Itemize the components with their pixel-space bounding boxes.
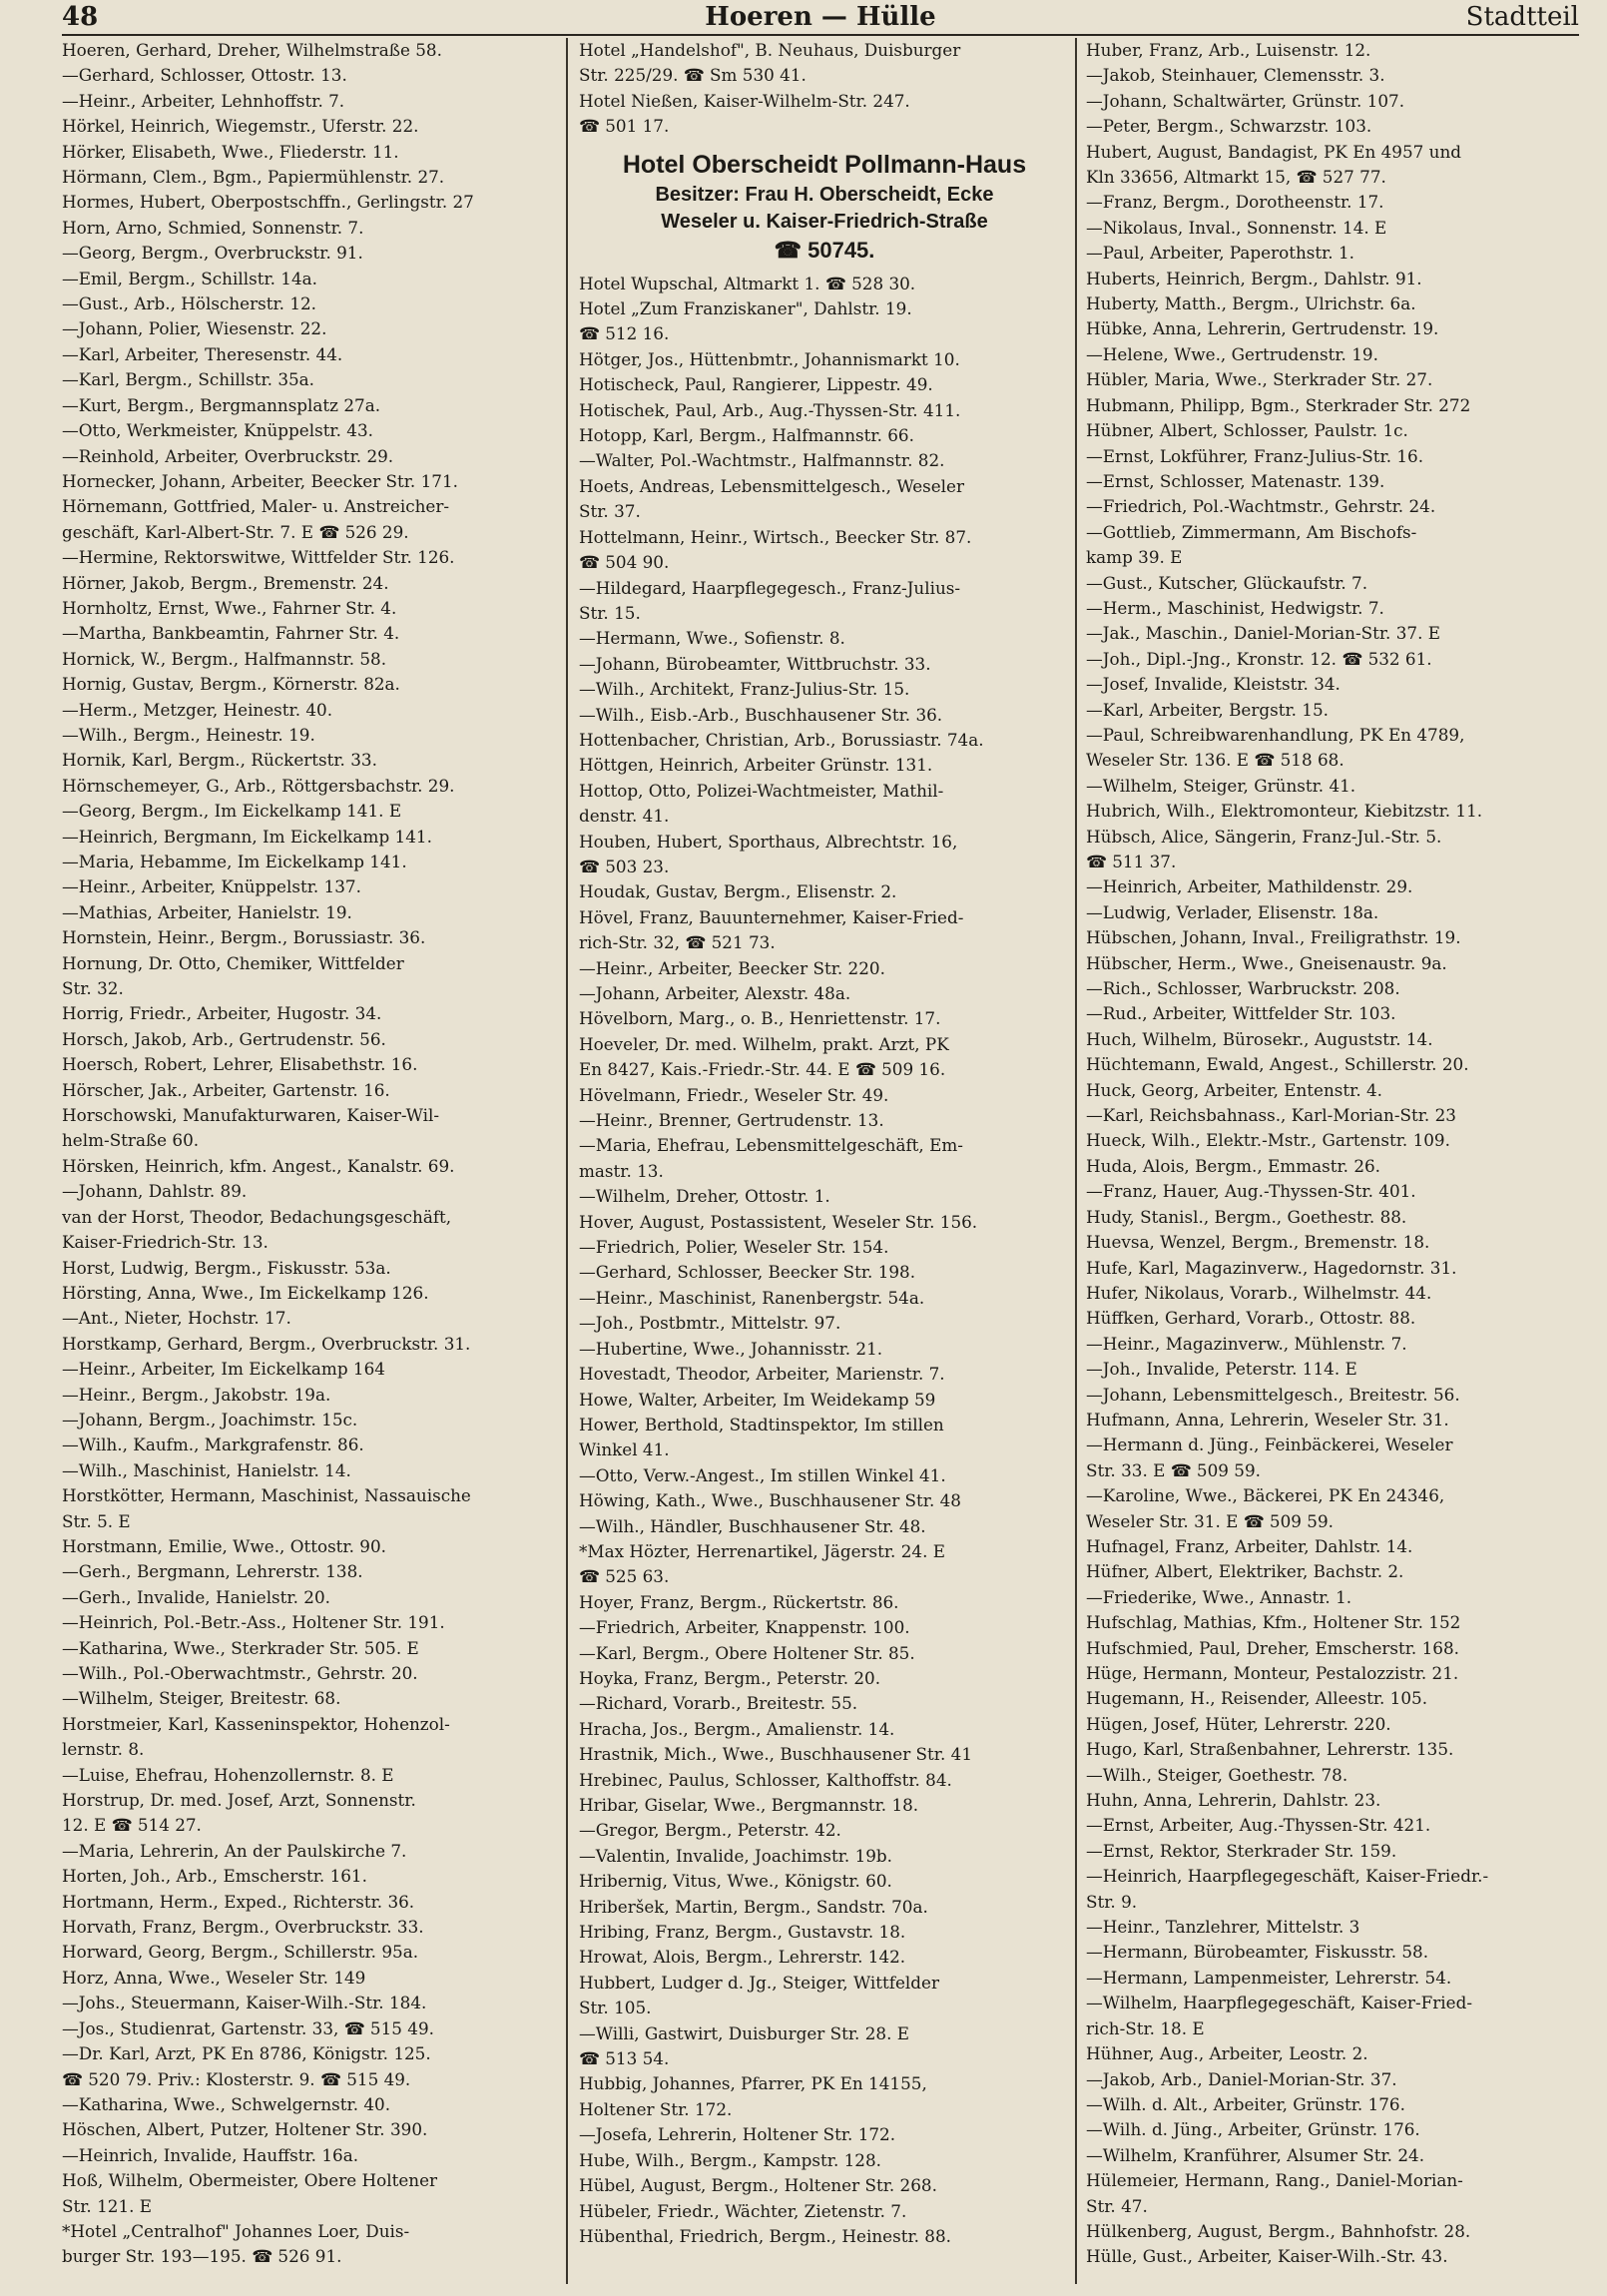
directory-entry: Hörsken, Heinrich, kfm. Angest., Kanalstr. 69. bbox=[62, 1155, 455, 1176]
middle-top-entries bbox=[579, 38, 1070, 140]
directory-entry: —Rud., Arbeiter, Wittfelder Str. 103. bbox=[1086, 1003, 1396, 1024]
directory-entry: —Heinrich, Invalide, Hauffstr. 16a. bbox=[62, 2144, 359, 2165]
ad-phone: ☎ 50745. bbox=[774, 237, 875, 263]
directory-entry: Hottop, Otto, Polizei-Wachtmeister, Mathil- bbox=[579, 780, 944, 801]
directory-entry: Hüchtemann, Ewald, Angest., Schillerstr. 20. bbox=[1086, 1054, 1469, 1075]
directory-entry: —Johann, Schaltwärter, Grünstr. 107. bbox=[1086, 90, 1405, 111]
directory-entry: —Hermine, Rektorswitwe, Wittfelder Str. 126. bbox=[62, 547, 455, 568]
directory-entry: Howe, Walter, Arbeiter, Im Weidekamp 59 bbox=[579, 1389, 936, 1410]
directory-entry: rich-Str. 32, ☎ 521 73. bbox=[579, 932, 776, 953]
directory-entry: —Friederike, Wwe., Annastr. 1. bbox=[1086, 1586, 1352, 1607]
middle-entries bbox=[579, 272, 1070, 2250]
directory-entry: Str. 225/29. ☎ Sm 530 41. bbox=[579, 65, 806, 86]
directory-entry: Hrastnik, Mich., Wwe., Buschhausener Str. 41 bbox=[579, 1744, 972, 1765]
directory-entry: —Johann, Dahlstr. 89. bbox=[62, 1181, 248, 1202]
directory-entry: Hügen, Josef, Hüter, Lehrerstr. 220. bbox=[1086, 1713, 1391, 1734]
directory-entry: —Wilhelm, Kranführer, Alsumer Str. 24. bbox=[1086, 2144, 1425, 2165]
directory-entry: —Rich., Schlosser, Warbruckstr. 208. bbox=[1086, 978, 1400, 999]
directory-entry: —Gottlieb, Zimmermann, Am Bischofs- bbox=[1086, 521, 1417, 542]
directory-entry: —Karl, Reichsbahnass., Karl-Morian-Str. 23 bbox=[1086, 1105, 1456, 1126]
directory-entry: Horvath, Franz, Bergm., Overbruckstr. 33. bbox=[62, 1917, 424, 1938]
directory-entry: Horstmeier, Karl, Kasseninspektor, Hohenzol- bbox=[62, 1713, 450, 1734]
directory-entry: Hübschen, Johann, Inval., Freiligrathstr. 19. bbox=[1086, 927, 1461, 948]
directory-entry: Hotel Nießen, Kaiser-Wilhelm-Str. 247. bbox=[579, 90, 910, 111]
directory-entry: —Paul, Arbeiter, Paperothstr. 1. bbox=[1086, 243, 1354, 264]
directory-entry: Hörnschemeyer, G., Arb., Röttgersbachstr. 29. bbox=[62, 775, 455, 796]
column-middle bbox=[579, 38, 1070, 2284]
directory-entry: —Wilh., Pol.-Oberwachtmstr., Gehrstr. 20. bbox=[62, 1663, 418, 1683]
column-divider bbox=[566, 38, 568, 2284]
directory-entry: —Heinr., Tanzlehrer, Mittelstr. 3 bbox=[1086, 1917, 1360, 1938]
directory-entry: —Wilhelm, Dreher, Ottostr. 1. bbox=[579, 1186, 830, 1207]
directory-entry: —Joh., Postbmtr., Mittelstr. 97. bbox=[579, 1313, 841, 1334]
directory-entry: —Ernst, Lokführer, Franz-Julius-Str. 16. bbox=[1086, 445, 1424, 466]
directory-entry: —Karl, Arbeiter, Bergstr. 15. bbox=[1086, 699, 1329, 720]
directory-entry: Höschen, Albert, Putzer, Holtener Str. 390. bbox=[62, 2119, 428, 2140]
directory-entry: Hornung, Dr. Otto, Chemiker, Wittfelder bbox=[62, 952, 404, 973]
directory-entry: Hülle, Gust., Arbeiter, Kaiser-Wilh.-Str. 43. bbox=[1086, 2246, 1448, 2267]
directory-entry: —Ant., Nieter, Hochstr. 17. bbox=[62, 1308, 291, 1329]
directory-entry: —Heinr., Arbeiter, Knüppelstr. 137. bbox=[62, 876, 361, 897]
directory-entry: —Johann, Arbeiter, Alexstr. 48a. bbox=[579, 983, 851, 1003]
directory-entry: —Johs., Steuermann, Kaiser-Wilh.-Str. 184. bbox=[62, 1993, 427, 2013]
directory-entry: Hribing, Franz, Bergm., Gustavstr. 18. bbox=[579, 1922, 906, 1943]
directory-entry: Hufschmied, Paul, Dreher, Emscherstr. 168. bbox=[1086, 1637, 1459, 1658]
directory-entry: Hotischeck, Paul, Rangierer, Lippestr. 49. bbox=[579, 374, 933, 395]
directory-entry: Hottelmann, Heinr., Wirtsch., Beecker Str. 87. bbox=[579, 526, 972, 547]
directory-entry: Hornig, Gustav, Bergm., Körnerstr. 82a. bbox=[62, 674, 400, 695]
directory-entry: Weseler Str. 31. E ☎ 509 59. bbox=[1086, 1510, 1334, 1531]
directory-entry: ☎ 525 63. bbox=[579, 1566, 670, 1587]
directory-entry: Horsch, Jakob, Arb., Gertrudenstr. 56. bbox=[62, 1028, 386, 1049]
directory-entry: —Johann, Polier, Wiesenstr. 22. bbox=[62, 318, 327, 339]
directory-entry: —Heinr., Bergm., Jakobstr. 19a. bbox=[62, 1384, 331, 1405]
directory-entry: —Luise, Ehefrau, Hohenzollernstr. 8. E bbox=[62, 1764, 394, 1785]
directory-entry: ☎ 513 54. bbox=[579, 2048, 670, 2069]
directory-entry: Hoeren, Gerhard, Dreher, Wilhelmstraße 58. bbox=[62, 40, 442, 60]
directory-entry: —Karoline, Wwe., Bäckerei, PK En 24346, bbox=[1086, 1485, 1445, 1506]
directory-entry: —Gust., Arb., Hölscherstr. 12. bbox=[62, 293, 317, 314]
directory-entry: —Gerh., Invalide, Hanielstr. 20. bbox=[62, 1586, 330, 1607]
directory-entry: —Heinr., Arbeiter, Lehnhoffstr. 7. bbox=[62, 90, 345, 111]
directory-entry: Hoets, Andreas, Lebensmittelgesch., Weseler bbox=[579, 475, 965, 496]
directory-entry: Horrig, Friedr., Arbeiter, Hugostr. 34. bbox=[62, 1003, 382, 1024]
directory-entry: Hübenthal, Friedrich, Bergm., Heinestr. 88. bbox=[579, 2225, 951, 2246]
directory-entry: —Wilh., Kaufm., Markgrafenstr. 86. bbox=[62, 1435, 364, 1455]
directory-entry: Höttgen, Heinrich, Arbeiter Grünstr. 131. bbox=[579, 755, 933, 776]
directory-entry: Hugemann, H., Reisender, Alleestr. 105. bbox=[1086, 1688, 1428, 1709]
directory-entry: Horschowski, Manufakturwaren, Kaiser-Wil- bbox=[62, 1105, 440, 1126]
directory-entry: —Josefa, Lehrerin, Holtener Str. 172. bbox=[579, 2124, 896, 2145]
directory-entry: Hotel Wupschal, Altmarkt 1. ☎ 528 30. bbox=[579, 273, 916, 293]
directory-entry: Hörnemann, Gottfried, Maler- u. Anstreicher- bbox=[62, 496, 450, 517]
directory-entry: Hubbig, Johannes, Pfarrer, PK En 14155, bbox=[579, 2073, 927, 2094]
directory-entry: Hrowat, Alois, Bergm., Lehrerstr. 142. bbox=[579, 1947, 906, 1968]
directory-entry: —Wilh., Architekt, Franz-Julius-Str. 15. bbox=[579, 679, 910, 700]
directory-entry: —Katharina, Wwe., Schwelgernstr. 40. bbox=[62, 2093, 391, 2114]
directory-entry: Str. 32. bbox=[62, 978, 124, 999]
directory-entry: —Wilh., Bergm., Heinestr. 19. bbox=[62, 724, 315, 745]
directory-entry: —Richard, Vorarb., Breitestr. 55. bbox=[579, 1693, 858, 1714]
directory-entry: Hufnagel, Franz, Arbeiter, Dahlstr. 14. bbox=[1086, 1535, 1413, 1556]
directory-entry: denstr. 41. bbox=[579, 806, 670, 827]
directory-entry: Hülemeier, Hermann, Rang., Daniel-Morian- bbox=[1086, 2170, 1463, 2191]
directory-entry: —Valentin, Invalide, Joachimstr. 19b. bbox=[579, 1845, 893, 1866]
directory-entry: Hornecker, Johann, Arbeiter, Beecker Str. 171. bbox=[62, 470, 458, 491]
directory-entry: Hövelborn, Marg., o. B., Henriettenstr. 17. bbox=[579, 1008, 941, 1029]
directory-entry: Hornik, Karl, Bergm., Rückertstr. 33. bbox=[62, 750, 377, 771]
directory-entry: Hübeler, Friedr., Wächter, Zietenstr. 7. bbox=[579, 2200, 907, 2221]
ad-owner-line-2: Weseler u. Kaiser-Friedrich-Straße bbox=[661, 210, 988, 233]
directory-entry: kamp 39. E bbox=[1086, 547, 1183, 568]
directory-entry: Houben, Hubert, Sporthaus, Albrechtstr. 16, bbox=[579, 831, 958, 852]
directory-entry: —Hubertine, Wwe., Johannisstr. 21. bbox=[579, 1338, 883, 1359]
directory-entry: ☎ 501 17. bbox=[579, 116, 670, 137]
directory-entry: Horz, Anna, Wwe., Weseler Str. 149 bbox=[62, 1967, 366, 1988]
directory-entry: Huber, Franz, Arb., Luisenstr. 12. bbox=[1086, 40, 1371, 60]
directory-entry: Huch, Wilhelm, Bürosekr., Auguststr. 14. bbox=[1086, 1028, 1433, 1049]
directory-entry: ☎ 504 90. bbox=[579, 552, 670, 573]
directory-entry: Horstkamp, Gerhard, Bergm., Overbruckstr. 31. bbox=[62, 1333, 471, 1354]
directory-entry: Hubrich, Wilh., Elektromonteur, Kiebitzstr. 11. bbox=[1086, 801, 1483, 822]
directory-entry: Hotel „Handelshof", B. Neuhaus, Duisburger bbox=[579, 40, 961, 60]
directory-entry: Horstmann, Emilie, Wwe., Ottostr. 90. bbox=[62, 1535, 386, 1556]
directory-entry: —Georg, Bergm., Im Eickelkamp 141. E bbox=[62, 801, 402, 822]
directory-entry: Huberts, Heinrich, Bergm., Dahlstr. 91. bbox=[1086, 268, 1422, 288]
directory-entry: *Hotel „Centralhof" Johannes Loer, Duis- bbox=[62, 2220, 410, 2241]
directory-entry: Horst, Ludwig, Bergm., Fiskusstr. 53a. bbox=[62, 1257, 391, 1278]
page-title: Hoeren — Hülle bbox=[705, 2, 936, 32]
directory-entry: Str. 15. bbox=[579, 602, 641, 623]
directory-entry: ☎ 511 37. bbox=[1086, 852, 1177, 871]
directory-entry: —Otto, Werkmeister, Knüppelstr. 43. bbox=[62, 420, 373, 441]
directory-entry: —Hermann d. Jüng., Feinbäckerei, Weseler bbox=[1086, 1435, 1453, 1455]
directory-entry: Hornholtz, Ernst, Wwe., Fahrner Str. 4. bbox=[62, 597, 397, 618]
directory-entry: —Friedrich, Arbeiter, Knappenstr. 100. bbox=[579, 1617, 910, 1638]
directory-entry: Hüffken, Gerhard, Vorarb., Ottostr. 88. bbox=[1086, 1308, 1416, 1329]
directory-entry: Hoyer, Franz, Bergm., Rückertstr. 86. bbox=[579, 1591, 899, 1612]
directory-entry: Hubbert, Ludger d. Jg., Steiger, Wittfelder bbox=[579, 1972, 939, 1993]
directory-entry: —Ernst, Rektor, Sterkrader Str. 159. bbox=[1086, 1840, 1397, 1861]
directory-entry: burger Str. 193—195. ☎ 526 91. bbox=[62, 2246, 342, 2267]
directory-entry: Hülkenberg, August, Bergm., Bahnhofstr. 28. bbox=[1086, 2220, 1471, 2241]
directory-entry: Hörkel, Heinrich, Wiegemstr., Uferstr. 22. bbox=[62, 116, 419, 137]
directory-entry: Winkel 41. bbox=[579, 1439, 670, 1460]
directory-entry: 12. E ☎ 514 27. bbox=[62, 1815, 202, 1836]
directory-entry: —Heinr., Brenner, Gertrudenstr. 13. bbox=[579, 1110, 884, 1131]
directory-entry: —Kurt, Bergm., Bergmannsplatz 27a. bbox=[62, 394, 381, 415]
directory-entry: mastr. 13. bbox=[579, 1160, 664, 1181]
page-number: 48 bbox=[62, 2, 99, 32]
directory-entry: Hufer, Nikolaus, Vorarb., Wilhelmstr. 44. bbox=[1086, 1282, 1432, 1303]
directory-entry: —Gregor, Bergm., Peterstr. 42. bbox=[579, 1820, 841, 1841]
directory-entry: —Wilh., Steiger, Goethestr. 78. bbox=[1086, 1764, 1348, 1785]
directory-entry: Hövel, Franz, Bauunternehmer, Kaiser-Fried- bbox=[579, 906, 964, 927]
directory-entry: —Johann, Lebensmittelgesch., Breitestr. 56. bbox=[1086, 1384, 1460, 1405]
directory-entry: —Wilh., Maschinist, Hanielstr. 14. bbox=[62, 1459, 351, 1480]
directory-entry: Str. 37. bbox=[579, 501, 641, 522]
directory-entry: —Heinr., Arbeiter, Im Eickelkamp 164 bbox=[62, 1359, 385, 1380]
directory-entry: Huhn, Anna, Lehrerin, Dahlstr. 23. bbox=[1086, 1790, 1381, 1811]
directory-entry: geschäft, Karl-Albert-Str. 7. E ☎ 526 29. bbox=[62, 521, 409, 542]
directory-entry: —Gust., Kutscher, Glückaufstr. 7. bbox=[1086, 572, 1368, 593]
page-header bbox=[62, 0, 1579, 36]
directory-entry: Str. 33. E ☎ 509 59. bbox=[1086, 1459, 1261, 1480]
directory-entry: Huda, Alois, Bergm., Emmastr. 26. bbox=[1086, 1155, 1381, 1176]
directory-entry: —Wilhelm, Haarpflegegeschäft, Kaiser-Fried- bbox=[1086, 1993, 1473, 2013]
directory-entry: Hover, August, Postassistent, Weseler Str. 156. bbox=[579, 1211, 978, 1232]
directory-entry: Hugo, Karl, Straßenbahner, Lehrerstr. 135. bbox=[1086, 1739, 1454, 1760]
directory-entry: Hufschlag, Mathias, Kfm., Holtener Str. 152 bbox=[1086, 1612, 1461, 1633]
directory-entry: Hüge, Hermann, Monteur, Pestalozzistr. 21. bbox=[1086, 1663, 1459, 1683]
directory-entry: —Karl, Bergm., Schillstr. 35a. bbox=[62, 369, 315, 390]
directory-entry: En 8427, Kais.-Friedr.-Str. 44. E ☎ 509 16. bbox=[579, 1059, 946, 1080]
directory-entry: —Jos., Studienrat, Gartenstr. 33, ☎ 515 49. bbox=[62, 2017, 434, 2038]
directory-entry: —Herm., Maschinist, Hedwigstr. 7. bbox=[1086, 597, 1384, 618]
directory-entry: —Joh., Invalide, Peterstr. 114. E bbox=[1086, 1359, 1357, 1380]
directory-entry: —Karl, Arbeiter, Theresenstr. 44. bbox=[62, 343, 343, 364]
directory-entry: —Herm., Metzger, Heinestr. 40. bbox=[62, 699, 333, 720]
directory-entry: —Gerhard, Schlosser, Beecker Str. 198. bbox=[579, 1262, 916, 1283]
directory-entry: —Jakob, Steinhauer, Clemensstr. 3. bbox=[1086, 65, 1385, 86]
directory-entry: Hörner, Jakob, Bergm., Bremenstr. 24. bbox=[62, 572, 389, 593]
directory-entry: —Willi, Gastwirt, Duisburger Str. 28. E bbox=[579, 2022, 910, 2043]
directory-entry: Hornick, W., Bergm., Halfmannstr. 58. bbox=[62, 648, 387, 669]
ad-owner-line-1: Besitzer: Frau H. Oberscheidt, Ecke bbox=[655, 183, 994, 206]
directory-entry: —Johann, Bergm., Joachimstr. 15c. bbox=[62, 1409, 358, 1430]
directory-entry: —Hildegard, Haarpflegegesch., Franz-Julius- bbox=[579, 577, 961, 598]
directory-entry: ☎ 512 16. bbox=[579, 323, 670, 344]
directory-entry: —Mathias, Arbeiter, Hanielstr. 19. bbox=[62, 901, 352, 922]
directory-entry: —Ludwig, Verlader, Elisenstr. 18a. bbox=[1086, 901, 1379, 922]
directory-entry: —Heinr., Maschinist, Ranenbergstr. 54a. bbox=[579, 1287, 925, 1308]
directory-entry: Hovestadt, Theodor, Arbeiter, Marienstr. 7. bbox=[579, 1364, 945, 1385]
directory-entry: Hrebinec, Paulus, Schlosser, Kalthoffstr. 84. bbox=[579, 1769, 952, 1790]
directory-entry: Hübel, August, Bergm., Holtener Str. 268. bbox=[579, 2175, 937, 2196]
directory-entry: Hudy, Stanisl., Bergm., Goethestr. 88. bbox=[1086, 1206, 1407, 1227]
directory-entry: —Gerhard, Schlosser, Ottostr. 13. bbox=[62, 65, 347, 86]
directory-entry: helm-Straße 60. bbox=[62, 1130, 200, 1151]
directory-entry: Hotel „Zum Franziskaner", Dahlstr. 19. bbox=[579, 298, 912, 319]
directory-entry: —Wilhelm, Steiger, Breitestr. 68. bbox=[62, 1688, 341, 1709]
directory-entry: —Friedrich, Pol.-Wachtmstr., Gehrstr. 24. bbox=[1086, 496, 1436, 517]
directory-entry: Huberty, Matth., Bergm., Ulrichstr. 6a. bbox=[1086, 293, 1416, 314]
directory-entry: Hormes, Hubert, Oberpostschffn., Gerlingstr. 27 bbox=[62, 192, 474, 213]
directory-entry: —Maria, Hebamme, Im Eickelkamp 141. bbox=[62, 852, 407, 871]
directory-entry: —Franz, Hauer, Aug.-Thyssen-Str. 401. bbox=[1086, 1181, 1416, 1202]
directory-entry: —Georg, Bergm., Overbruckstr. 91. bbox=[62, 243, 363, 264]
directory-entry: Hörker, Elisabeth, Wwe., Fliederstr. 11. bbox=[62, 141, 399, 162]
directory-entry: Hufe, Karl, Magazinverw., Hagedornstr. 31. bbox=[1086, 1257, 1457, 1278]
directory-entry: Hortmann, Herm., Exped., Richterstr. 36. bbox=[62, 1891, 415, 1912]
directory-entry: Horward, Georg, Bergm., Schillerstr. 95a. bbox=[62, 1942, 419, 1963]
directory-entry: Hueck, Wilh., Elektr.-Mstr., Gartenstr. 109. bbox=[1086, 1130, 1450, 1151]
directory-entry: —Gerh., Bergmann, Lehrerstr. 138. bbox=[62, 1561, 363, 1582]
column-divider bbox=[1075, 38, 1077, 2284]
directory-entry: —Heinr., Magazinverw., Mühlenstr. 7. bbox=[1086, 1333, 1407, 1354]
directory-entry: —Hermann, Bürobeamter, Fiskusstr. 58. bbox=[1086, 1942, 1429, 1963]
directory-entry: Horn, Arno, Schmied, Sonnenstr. 7. bbox=[62, 217, 364, 238]
directory-entry: Hörmann, Clem., Bgm., Papiermühlenstr. 27. bbox=[62, 167, 445, 188]
directory-entry: —Johann, Bürobeamter, Wittbruchstr. 33. bbox=[579, 653, 931, 674]
column-left bbox=[62, 38, 553, 2284]
directory-entry: —Heinrich, Bergmann, Im Eickelkamp 141. bbox=[62, 826, 432, 847]
directory-entry: rich-Str. 18. E bbox=[1086, 2017, 1205, 2038]
hotel-advertisement bbox=[579, 148, 1070, 266]
directory-entry: Str. 47. bbox=[1086, 2195, 1148, 2216]
directory-entry: Hotopp, Karl, Bergm., Halfmannstr. 66. bbox=[579, 425, 914, 446]
directory-entry: Hube, Wilh., Bergm., Kampstr. 128. bbox=[579, 2149, 881, 2170]
directory-entry: Str. 105. bbox=[579, 1998, 652, 2018]
directory-entry: Hübsch, Alice, Sängerin, Franz-Jul.-Str. 5. bbox=[1086, 826, 1442, 847]
directory-entry: Hower, Berthold, Stadtinspektor, Im stillen bbox=[579, 1414, 944, 1435]
directory-entry: —Heinrich, Arbeiter, Mathildenstr. 29. bbox=[1086, 876, 1413, 897]
directory-entry: —Wilh. d. Alt., Arbeiter, Grünstr. 176. bbox=[1086, 2093, 1405, 2114]
directory-entry: Hühner, Aug., Arbeiter, Leostr. 2. bbox=[1086, 2043, 1368, 2064]
directory-entry: —Jakob, Arb., Daniel-Morian-Str. 37. bbox=[1086, 2068, 1397, 2089]
directory-entry: —Walter, Pol.-Wachtmstr., Halfmannstr. 82. bbox=[579, 450, 945, 471]
directory-entry: Hriberšek, Martin, Bergm., Sandstr. 70a. bbox=[579, 1896, 928, 1917]
directory-entry: Hövelmann, Friedr., Weseler Str. 49. bbox=[579, 1084, 889, 1105]
section-label: Stadtteil bbox=[1465, 2, 1579, 32]
directory-entry: Hoersch, Robert, Lehrer, Elisabethstr. 16. bbox=[62, 1054, 418, 1075]
directory-entry: Hubert, August, Bandagist, PK En 4957 und bbox=[1086, 141, 1462, 162]
directory-entry: Hötger, Jos., Hüttenbmtr., Johannismarkt 10. bbox=[579, 348, 960, 369]
directory-entry: Houdak, Gustav, Bergm., Elisenstr. 2. bbox=[579, 881, 897, 902]
directory-entry: Hübner, Albert, Schlosser, Paulstr. 1c. bbox=[1086, 420, 1408, 441]
directory-entry: —Maria, Ehefrau, Lebensmittelgeschäft, Em- bbox=[579, 1135, 963, 1156]
directory-entry: Hörsting, Anna, Wwe., Im Eickelkamp 126. bbox=[62, 1282, 429, 1303]
directory-entry: —Helene, Wwe., Gertrudenstr. 19. bbox=[1086, 343, 1378, 364]
directory-entry: Hotischek, Paul, Arb., Aug.-Thyssen-Str. 411. bbox=[579, 399, 961, 420]
directory-entry: Hoyka, Franz, Bergm., Peterstr. 20. bbox=[579, 1667, 881, 1688]
directory-entry: Höwing, Kath., Wwe., Buschhausener Str. 48 bbox=[579, 1490, 961, 1511]
directory-entry: Hufmann, Anna, Lehrerin, Weseler Str. 31. bbox=[1086, 1409, 1449, 1430]
directory-entry: Horstkötter, Hermann, Maschinist, Nassauische bbox=[62, 1485, 471, 1506]
directory-entry: Str. 121. E bbox=[62, 2195, 153, 2216]
directory-entry: Weseler Str. 136. E ☎ 518 68. bbox=[1086, 750, 1344, 771]
directory-entry: —Hermann, Lampenmeister, Lehrerstr. 54. bbox=[1086, 1967, 1452, 1988]
directory-entry: —Wilh. d. Jüng., Arbeiter, Grünstr. 176. bbox=[1086, 2119, 1420, 2140]
directory-entry: Hracha, Jos., Bergm., Amalienstr. 14. bbox=[579, 1718, 895, 1739]
directory-entry: —Jak., Maschin., Daniel-Morian-Str. 37. E bbox=[1086, 623, 1440, 644]
directory-entry: —Emil, Bergm., Schillstr. 14a. bbox=[62, 268, 317, 288]
directory-entry: Hribar, Giselar, Wwe., Bergmannstr. 18. bbox=[579, 1795, 919, 1815]
directory-entry: ☎ 520 79. Priv.: Klosterstr. 9. ☎ 515 49. bbox=[62, 2068, 411, 2089]
directory-entry: Hübscher, Herm., Wwe., Gneisenaustr. 9a. bbox=[1086, 952, 1447, 973]
directory-entry: Hornstein, Heinr., Bergm., Borussiastr. 36. bbox=[62, 927, 426, 948]
directory-entry: Horstrup, Dr. med. Josef, Arzt, Sonnenstr. bbox=[62, 1790, 416, 1811]
directory-entry: *Max Hözter, Herrenartikel, Jägerstr. 24. E bbox=[579, 1540, 945, 1561]
directory-entry: Hottenbacher, Christian, Arb., Borussiastr. 74a. bbox=[579, 729, 984, 750]
directory-entry: —Ernst, Arbeiter, Aug.-Thyssen-Str. 421. bbox=[1086, 1815, 1431, 1836]
directory-entry: Huevsa, Wenzel, Bergm., Bremenstr. 18. bbox=[1086, 1232, 1430, 1253]
directory-entry: —Paul, Schreibwarenhandlung, PK En 4789, bbox=[1086, 724, 1465, 745]
directory-entry: lernstr. 8. bbox=[62, 1739, 145, 1760]
directory-entry: —Martha, Bankbeamtin, Fahrner Str. 4. bbox=[62, 623, 400, 644]
directory-entry: Horten, Joh., Arb., Emscherstr. 161. bbox=[62, 1866, 367, 1887]
directory-entry: —Karl, Bergm., Obere Holtener Str. 85. bbox=[579, 1642, 915, 1663]
directory-entry: Hübler, Maria, Wwe., Sterkrader Str. 27. bbox=[1086, 369, 1433, 390]
column-right bbox=[1086, 38, 1577, 2284]
directory-entry: —Friedrich, Polier, Weseler Str. 154. bbox=[579, 1237, 889, 1258]
directory-entry: —Maria, Lehrerin, An der Paulskirche 7. bbox=[62, 1840, 407, 1861]
directory-entry: —Heinrich, Pol.-Betr.-Ass., Holtener Str. 191. bbox=[62, 1612, 445, 1633]
directory-entry: Hoß, Wilhelm, Obermeister, Obere Holtener bbox=[62, 2170, 438, 2191]
directory-entry: Hüfner, Albert, Elektriker, Bachstr. 2. bbox=[1086, 1561, 1404, 1582]
directory-entry: Kaiser-Friedrich-Str. 13. bbox=[62, 1232, 268, 1253]
directory-entry: Hübke, Anna, Lehrerin, Gertrudenstr. 19. bbox=[1086, 318, 1439, 339]
directory-entry: ☎ 503 23. bbox=[579, 856, 670, 876]
directory-entry: —Wilh., Händler, Buschhausener Str. 48. bbox=[579, 1515, 926, 1536]
directory-entry: Kln 33656, Altmarkt 15, ☎ 527 77. bbox=[1086, 167, 1386, 188]
directory-entry: —Otto, Verw.-Angest., Im stillen Winkel 41. bbox=[579, 1464, 946, 1485]
directory-entry: —Franz, Bergm., Dorotheenstr. 17. bbox=[1086, 192, 1384, 213]
directory-entry: —Dr. Karl, Arzt, PK En 8786, Königstr. 125. bbox=[62, 2043, 431, 2064]
ad-hotel-name: Hotel Oberscheidt Pollmann-Haus bbox=[622, 150, 1027, 179]
directory-entry: Str. 5. E bbox=[62, 1510, 131, 1531]
directory-entry: Hribernig, Vitus, Wwe., Königstr. 60. bbox=[579, 1871, 892, 1892]
directory-entry: Hubmann, Philipp, Bgm., Sterkrader Str. 272 bbox=[1086, 394, 1471, 415]
directory-entry: Holtener Str. 172. bbox=[579, 2098, 733, 2119]
directory-entry: —Wilhelm, Steiger, Grünstr. 41. bbox=[1086, 775, 1356, 796]
directory-entry: —Joh., Dipl.-Jng., Kronstr. 12. ☎ 532 61. bbox=[1086, 648, 1432, 669]
directory-entry: —Peter, Bergm., Schwarzstr. 103. bbox=[1086, 116, 1372, 137]
directory-entry: —Heinr., Arbeiter, Beecker Str. 220. bbox=[579, 957, 885, 978]
directory-entry: Huck, Georg, Arbeiter, Entenstr. 4. bbox=[1086, 1079, 1383, 1100]
directory-entry: —Reinhold, Arbeiter, Overbruckstr. 29. bbox=[62, 445, 394, 466]
directory-entry: —Nikolaus, Inval., Sonnenstr. 14. E bbox=[1086, 217, 1387, 238]
directory-entry: —Hermann, Wwe., Sofienstr. 8. bbox=[579, 628, 845, 649]
directory-entry: —Katharina, Wwe., Sterkrader Str. 505. E bbox=[62, 1637, 419, 1658]
directory-entry: —Ernst, Schlosser, Matenastr. 139. bbox=[1086, 470, 1385, 491]
directory-entry: Hörscher, Jak., Arbeiter, Gartenstr. 16. bbox=[62, 1079, 390, 1100]
directory-entry: Str. 9. bbox=[1086, 1891, 1138, 1912]
directory-entry: van der Horst, Theodor, Bedachungsgeschäft, bbox=[62, 1206, 452, 1227]
directory-entry: Hoeveler, Dr. med. Wilhelm, prakt. Arzt, PK bbox=[579, 1033, 949, 1054]
directory-entry: —Heinrich, Haarpflegegeschäft, Kaiser-Friedr.- bbox=[1086, 1866, 1489, 1887]
directory-entry: —Wilh., Eisb.-Arb., Buschhausener Str. 36. bbox=[579, 704, 943, 725]
directory-entry: —Josef, Invalide, Kleiststr. 34. bbox=[1086, 674, 1340, 695]
